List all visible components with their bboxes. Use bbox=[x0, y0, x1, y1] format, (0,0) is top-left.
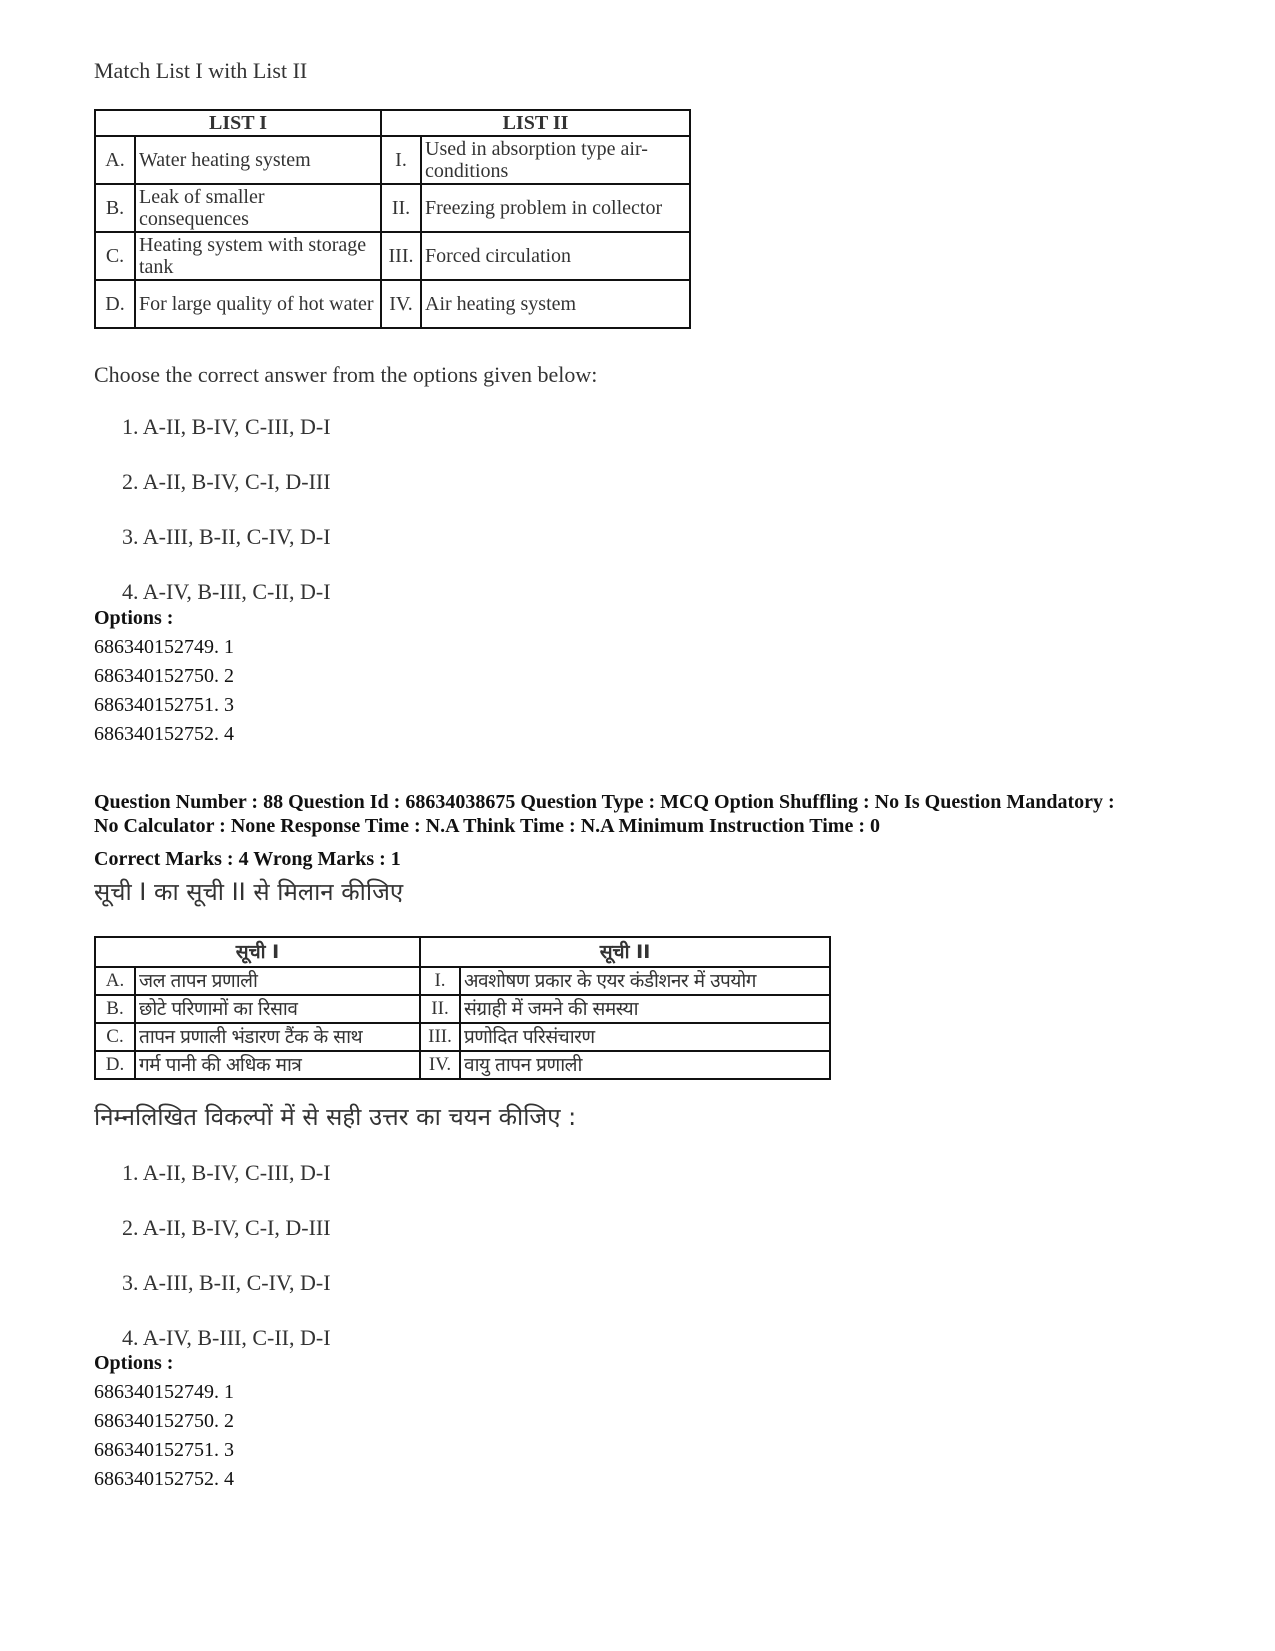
q87-options bbox=[94, 633, 234, 749]
choice-item: 2. A-II, B-IV, C-I, D-III bbox=[122, 469, 331, 494]
row-roman: I. bbox=[381, 136, 421, 184]
table-row bbox=[95, 184, 690, 232]
table-row bbox=[95, 967, 830, 995]
list1-item: गर्म पानी की अधिक मात्र bbox=[135, 1051, 420, 1079]
q87-match-table bbox=[94, 109, 691, 329]
row-label: A. bbox=[95, 136, 135, 184]
list2-item: प्रणोदित परिसंचारण bbox=[460, 1023, 830, 1051]
row-label: D. bbox=[95, 280, 135, 328]
table-row bbox=[95, 1023, 830, 1051]
row-roman: III. bbox=[420, 1023, 460, 1051]
list2-item: Freezing problem in collector bbox=[421, 184, 690, 232]
row-label: B. bbox=[95, 995, 135, 1023]
choice-item: 2. A-II, B-IV, C-I, D-III bbox=[122, 1215, 331, 1240]
row-label: A. bbox=[95, 967, 135, 995]
q87-choose-text: Choose the correct answer from the options given below: bbox=[94, 362, 598, 387]
list1-item: Heating system with storage tank bbox=[135, 232, 381, 280]
table-row bbox=[95, 232, 690, 280]
row-roman: IV. bbox=[420, 1051, 460, 1079]
list1-item: छोटे परिणामों का रिसाव bbox=[135, 995, 420, 1023]
list2-item: वायु तापन प्रणाली bbox=[460, 1051, 830, 1079]
q88-choose-text: निम्नलिखित विकल्पों में से सही उत्तर का चयन कीजिए : bbox=[94, 1103, 577, 1131]
row-label: D. bbox=[95, 1051, 135, 1079]
option-item: 686340152752. 4 bbox=[94, 1468, 234, 1490]
choice-item: 1. A-II, B-IV, C-III, D-I bbox=[122, 1160, 331, 1185]
q87-prompt: Match List I with List II bbox=[94, 58, 308, 83]
list1-item: तापन प्रणाली भंडारण टैंक के साथ bbox=[135, 1023, 420, 1051]
option-item: 686340152750. 2 bbox=[94, 665, 234, 687]
list2-item: अवशोषण प्रकार के एयर कंडीशनर में उपयोग bbox=[460, 967, 830, 995]
list2-header: LIST II bbox=[381, 110, 690, 136]
choice-item: 4. A-IV, B-III, C-II, D-I bbox=[122, 579, 331, 604]
table-row bbox=[95, 136, 690, 184]
q88-options bbox=[94, 1378, 234, 1494]
row-label: B. bbox=[95, 184, 135, 232]
table-row bbox=[95, 1051, 830, 1079]
row-roman: II. bbox=[420, 995, 460, 1023]
list2-item: Used in absorption type air-conditions bbox=[421, 136, 690, 184]
q88-prompt: सूची I का सूची II से मिलान कीजिए bbox=[94, 878, 404, 906]
q88-marks: Correct Marks : 4 Wrong Marks : 1 bbox=[94, 848, 401, 870]
q88-match-table bbox=[94, 936, 831, 1080]
choice-item: 4. A-IV, B-III, C-II, D-I bbox=[122, 1325, 331, 1350]
table-header-row bbox=[95, 110, 690, 136]
row-roman: III. bbox=[381, 232, 421, 280]
list2-item: Air heating system bbox=[421, 280, 690, 328]
table-row bbox=[95, 280, 690, 328]
option-item: 686340152751. 3 bbox=[94, 694, 234, 716]
list1-item: जल तापन प्रणाली bbox=[135, 967, 420, 995]
option-item: 686340152752. 4 bbox=[94, 723, 234, 745]
list2-header: सूची II bbox=[420, 937, 830, 967]
option-item: 686340152749. 1 bbox=[94, 1381, 234, 1403]
q87-options-label: Options : bbox=[94, 607, 174, 629]
choice-item: 1. A-II, B-IV, C-III, D-I bbox=[122, 414, 331, 439]
q88-options-label: Options : bbox=[94, 1352, 174, 1374]
choice-item: 3. A-III, B-II, C-IV, D-I bbox=[122, 1270, 331, 1295]
table-row bbox=[95, 995, 830, 1023]
list1-item: Leak of smaller consequences bbox=[135, 184, 381, 232]
option-item: 686340152749. 1 bbox=[94, 636, 234, 658]
row-label: C. bbox=[95, 232, 135, 280]
q88-meta-line1: Question Number : 88 Question Id : 68634038675 Question Type : MCQ Option Shuffling : No Is Question Mandatory : bbox=[94, 791, 1115, 813]
list1-item: For large quality of hot water bbox=[135, 280, 381, 328]
option-item: 686340152750. 2 bbox=[94, 1410, 234, 1432]
list2-item: Forced circulation bbox=[421, 232, 690, 280]
q88-meta bbox=[94, 790, 1214, 838]
option-item: 686340152751. 3 bbox=[94, 1439, 234, 1461]
table-header-row bbox=[95, 937, 830, 967]
row-roman: I. bbox=[420, 967, 460, 995]
list1-header: सूची I bbox=[95, 937, 420, 967]
choice-item: 3. A-III, B-II, C-IV, D-I bbox=[122, 524, 331, 549]
list1-item: Water heating system bbox=[135, 136, 381, 184]
row-roman: IV. bbox=[381, 280, 421, 328]
list2-item: संग्राही में जमने की समस्या bbox=[460, 995, 830, 1023]
row-roman: II. bbox=[381, 184, 421, 232]
q87-choices bbox=[122, 414, 331, 634]
row-label: C. bbox=[95, 1023, 135, 1051]
q88-meta-line2: No Calculator : None Response Time : N.A Think Time : N.A Minimum Instruction Time : 0 bbox=[94, 815, 880, 837]
list1-header: LIST I bbox=[95, 110, 381, 136]
q88-choices bbox=[122, 1160, 331, 1380]
